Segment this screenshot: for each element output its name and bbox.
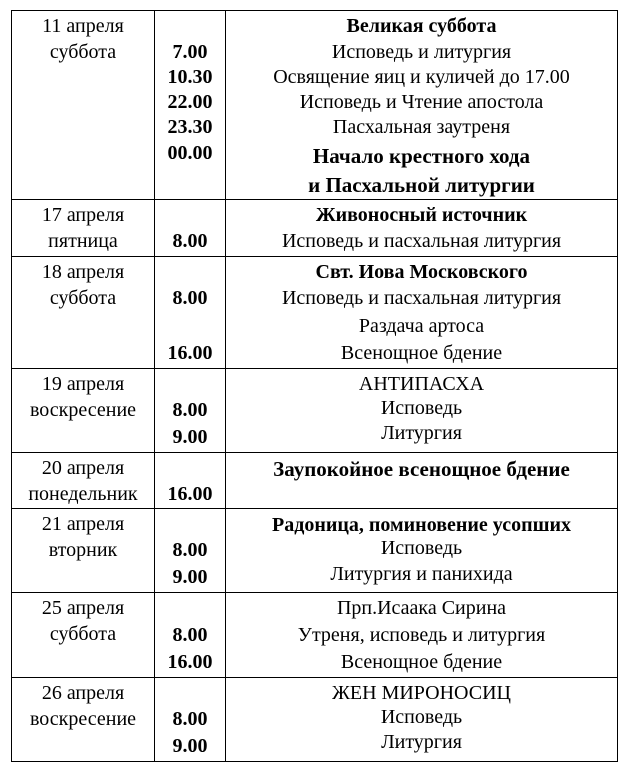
date: 26 апреля <box>41 682 125 704</box>
weekday: суббота <box>49 287 117 309</box>
table-row <box>12 11 618 200</box>
table-row <box>12 369 618 453</box>
time: 8.00 <box>172 287 208 309</box>
event-line: Пасхальная заутреня <box>332 116 511 138</box>
event-title: Заупокойное всенощное бдение <box>273 457 570 481</box>
date: 19 апреля <box>41 373 125 395</box>
time-cell <box>155 509 226 593</box>
event-line: Исповедь и пасхальная литургия <box>281 287 562 309</box>
date-cell <box>12 678 155 762</box>
event-line: Раздача артоса <box>358 315 485 337</box>
event-line: Литургия <box>381 731 462 753</box>
time: 8.00 <box>172 230 208 252</box>
table-row <box>12 200 618 257</box>
date: 11 апреля <box>42 15 124 37</box>
date: 17 апреля <box>41 204 125 226</box>
weekday: понедельник <box>28 483 138 505</box>
event-line: Всенощное бдение <box>340 651 503 673</box>
event-line: Всенощное бдение <box>340 342 503 364</box>
time-cell <box>155 678 226 762</box>
date: 21 апреля <box>41 513 125 535</box>
time-cell <box>155 11 226 200</box>
event-title: Радоница, поминовение усопших <box>271 514 571 536</box>
event-line: Исповедь и пасхальная литургия <box>281 230 562 252</box>
time: 8.00 <box>172 624 208 646</box>
time-cell <box>155 593 226 678</box>
time: 9.00 <box>172 566 208 588</box>
table-row <box>12 453 618 509</box>
date: 18 апреля <box>41 261 125 283</box>
weekday: воскресение <box>29 399 137 421</box>
event-cell <box>226 593 618 678</box>
event-cell <box>226 369 618 453</box>
weekday: пятница <box>48 230 118 252</box>
time: 9.00 <box>172 426 208 448</box>
date-cell <box>12 200 155 257</box>
time: 16.00 <box>167 651 213 673</box>
event-cell <box>226 200 618 257</box>
table-row <box>12 593 618 678</box>
time: 16.00 <box>167 342 213 364</box>
date-cell <box>12 257 155 369</box>
time-cell <box>155 369 226 453</box>
time: 23.30 <box>167 116 213 138</box>
time: 22.00 <box>167 91 213 113</box>
event-line: Исповедь и Чтение апостола <box>299 91 544 113</box>
time: 00.00 <box>167 142 213 164</box>
date-cell <box>12 369 155 453</box>
event-line: Исповедь <box>380 397 463 419</box>
table-row <box>12 257 618 369</box>
schedule-table <box>11 10 618 762</box>
event-cell <box>226 509 618 593</box>
table-row <box>12 509 618 593</box>
time-cell <box>155 200 226 257</box>
date-cell <box>12 509 155 593</box>
event-cell <box>226 257 618 369</box>
time: 8.00 <box>172 399 208 421</box>
event-line: Литургия <box>381 422 462 444</box>
time: 16.00 <box>167 483 213 505</box>
date-cell <box>12 593 155 678</box>
event-line: и Пасхальной литургии <box>308 173 535 197</box>
event-line: Начало крестного хода <box>312 144 531 168</box>
event-title: ЖЕН МИРОНОСИЦ <box>332 682 511 704</box>
time: 10.30 <box>167 66 213 88</box>
event-line: Утреня, исповедь и литургия <box>297 624 546 646</box>
event-cell <box>226 11 618 200</box>
time: 7.00 <box>172 41 208 63</box>
event-line: Исповедь <box>380 537 463 559</box>
date: 20 апреля <box>41 457 125 479</box>
event-cell <box>226 453 618 509</box>
weekday: вторник <box>48 539 118 561</box>
event-line: Исповедь <box>380 706 463 728</box>
date-cell <box>12 453 155 509</box>
event-title: АНТИПАСХА <box>358 373 485 395</box>
time: 8.00 <box>172 708 208 730</box>
date-cell <box>12 11 155 200</box>
table-row <box>12 678 618 762</box>
event-title: Прп.Исаака Сирина <box>336 597 507 619</box>
event-line: Литургия и панихида <box>330 563 513 585</box>
time-cell <box>155 257 226 369</box>
time: 8.00 <box>172 539 208 561</box>
weekday: суббота <box>49 623 117 645</box>
event-cell <box>226 678 618 762</box>
event-title: Живоносный источник <box>315 204 528 226</box>
time-cell <box>155 453 226 509</box>
event-line: Освящение яиц и куличей до 17.00 <box>273 66 570 88</box>
event-line: Исповедь и литургия <box>331 41 512 63</box>
time: 9.00 <box>172 735 208 757</box>
event-title: Великая суббота <box>346 15 497 37</box>
weekday: суббота <box>49 41 117 63</box>
date: 25 апреля <box>41 597 125 619</box>
weekday: воскресение <box>29 708 137 730</box>
event-title: Свт. Иова Московского <box>315 261 528 283</box>
